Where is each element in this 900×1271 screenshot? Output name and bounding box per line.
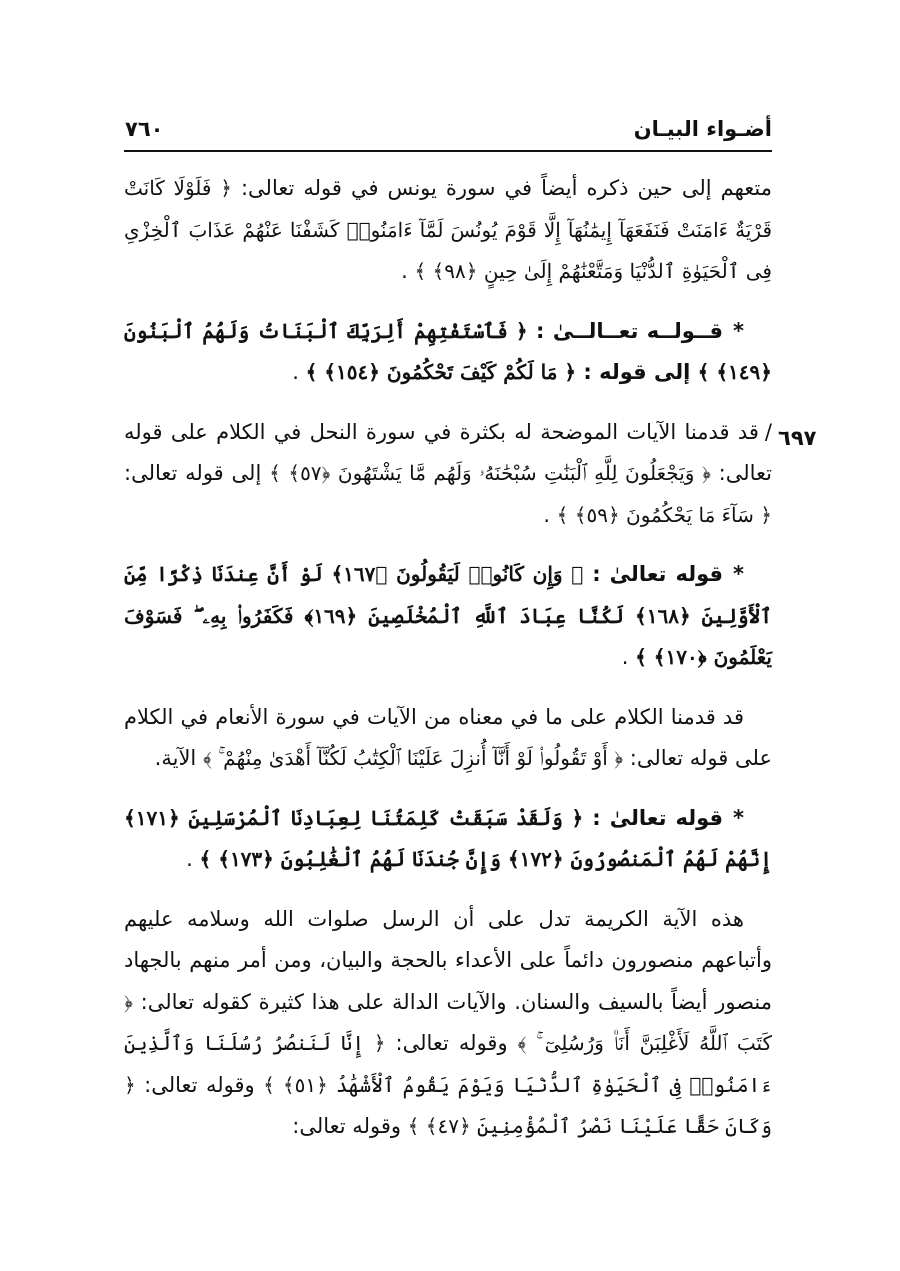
quran-verse: ﴿ وَلَقَدْ سَبَقَتْ كَلِمَتُنَا لِعِبَادِنَا ٱلْمُرْسَلِينَ ﴿١٧١﴾ إِنَّهُمْ لَهُمُ ٱلْمَنصُورُونَ ﴿١٧٢﴾ وَإِنَّ جُندَنَا لَهُمُ ٱلْغَٰلِبُونَ ﴿١٧٣﴾ ﴾	[124, 805, 772, 871]
paragraph-tail: .	[401, 259, 415, 283]
paragraph-commentary	[124, 899, 772, 1148]
paragraph-tail: .	[543, 502, 557, 527]
paragraph-text: متعهم إلى حين ذكره أيضاً في سورة يونس في قوله تعالى:	[231, 176, 772, 200]
page-header	[125, 112, 772, 146]
quran-verse: ﴿ فَلَوْلَا كَانَتْ قَرْيَةٌ ءَامَنَتْ فَنَفَعَهَآ إِيمَٰنُهَآ إِلَّا قَوْمَ يُونُسَ لَمَّآ ءَامَنُوا۟ كَشَفْنَا عَنْهُمْ عَذَابَ ٱلْخِزْىِ فِى ٱلْحَيَوٰةِ ٱلدُّنْيَا وَمَتَّعْنَٰهُمْ إِلَىٰ حِينٍ ﴿٩٨﴾ ﴾	[124, 176, 772, 283]
paragraph-tail: وقوله تعالى:	[292, 1114, 408, 1138]
paragraph-verse-171	[124, 798, 772, 881]
paragraph-tail: .	[186, 847, 200, 871]
quran-verse-2: ﴿ مَا لَكُمْ كَيْفَ تَحْكُمُونَ ﴿١٥٤﴾ ﴾	[305, 360, 577, 384]
page-break-slash: /	[764, 419, 772, 444]
paragraph-mid-2: وقوله تعالى:	[135, 1072, 264, 1097]
star-marker: *	[733, 318, 744, 343]
paragraph-verse-167	[124, 554, 772, 679]
paragraph-nahl	[124, 412, 772, 537]
paragraph-mid: إلى قوله تعالى:	[124, 461, 270, 485]
quran-verse-2: ﴿ إِنَّا لَنَنصُرُ رُسُلَنَا وَٱلَّذِينَ ءَامَنُوا۟ فِى ٱلْحَيَوٰةِ ٱلدُّنْيَا وَيَوْمَ يَقُومُ ٱلْأَشْهَٰدُ ﴿٥١﴾ ﴾	[124, 1031, 772, 1097]
paragraph-mid: وقوله تعالى:	[385, 1031, 518, 1055]
paragraph-verse-149	[124, 311, 772, 394]
quran-verse-2: ﴿ سَآءَ مَا يَحْكُمُونَ ﴿٥٩﴾ ﴾	[556, 502, 772, 527]
star-marker: *	[733, 805, 744, 830]
verse-heading: قوله تعالىٰ :	[583, 805, 724, 830]
paragraph-tail: الآية.	[154, 746, 203, 770]
quran-verse: ﴿ أَوْ تَقُولُوا۟ لَوْ أَنَّآ أُنزِلَ عَلَيْنَا ٱلْكِتَٰبُ لَكُنَّآ أَهْدَىٰ مِنْهُمْ ۚ ﴾	[202, 746, 624, 770]
paragraph-text: هذه الآية الكريمة تدل على أن الرسل صلوات الله وسلامه عليهم وأتباعهم منصورون دائماً على الأعداء بالحجة والبيان، ومن أمر منهم بالجهاد منصور أيضاً بالسيف والسنان. والآيات الدالة على هذا كثيرة كقوله تعالى:	[124, 906, 772, 1014]
page-number: ٧٦٠	[125, 117, 164, 141]
paragraph-yunus	[124, 168, 772, 293]
star-marker: *	[733, 562, 744, 586]
paragraph-anam	[124, 697, 772, 780]
paragraph-tail: .	[292, 360, 306, 384]
verse-heading: قــولــه تعــالــىٰ :	[527, 318, 724, 343]
quran-verse: ﴿ وَيَجْعَلُونَ لِلَّهِ ٱلْبَنَٰتِ سُبْحَٰنَهُۥ وَلَهُم مَّا يَشْتَهُونَ ﴿٥٧﴾ ﴾	[269, 461, 711, 485]
page-body	[124, 168, 772, 1148]
paragraph-text: قد قدمنا الآيات الموضحة له بكثرة في سورة النحل في الكلام على قوله تعالى:	[124, 419, 772, 485]
book-title: أضـواء البيـان	[633, 117, 772, 141]
margin-page-marker: ٦٩٧	[778, 426, 817, 450]
paragraph-text: قد قدمنا الكلام على ما في معناه من الآيات في سورة الأنعام في الكلام على قوله تعالى:	[124, 704, 772, 770]
quran-verse: ﴿ وَإِن كَانُوا۟ لَيَقُولُونَ ﴿١٦٧﴾ لَوْ أَنَّ عِندَنَا ذِكْرًا مِّنَ ٱلْأَوَّلِينَ ﴿١٦٨﴾ لَكُنَّا عِبَادَ ٱللَّهِ ٱلْمُخْلَصِينَ ﴿١٦٩﴾ فَكَفَرُوا۟ بِهِۦ ۖ فَسَوْفَ يَعْلَمُونَ ﴿١٧٠﴾ ﴾	[124, 562, 772, 669]
quran-verse: ﴿ فَٱسْتَفْتِهِمْ أَلِرَبِّكَ ٱلْبَنَاتُ وَلَهُمُ ٱلْبَنُونَ ﴿١٤٩﴾ ﴾	[124, 318, 772, 384]
quran-verse: ﴿ كَتَبَ ٱللَّهُ لَأَغْلِبَنَّ أَنَا۠ وَرُسُلِىٓ ۚ ﴾	[124, 989, 773, 1055]
quran-verse-3: ﴿ وَكَانَ حَقًّا عَلَيْنَا نَصْرُ ٱلْمُؤْمِنِينَ ﴿٤٧﴾ ﴾	[124, 1072, 772, 1138]
paragraph-tail: .	[621, 645, 636, 669]
paragraph-mid: إلى قوله :	[576, 360, 698, 384]
verse-heading: قوله تعالىٰ :	[583, 562, 724, 586]
header-rule	[124, 150, 772, 152]
